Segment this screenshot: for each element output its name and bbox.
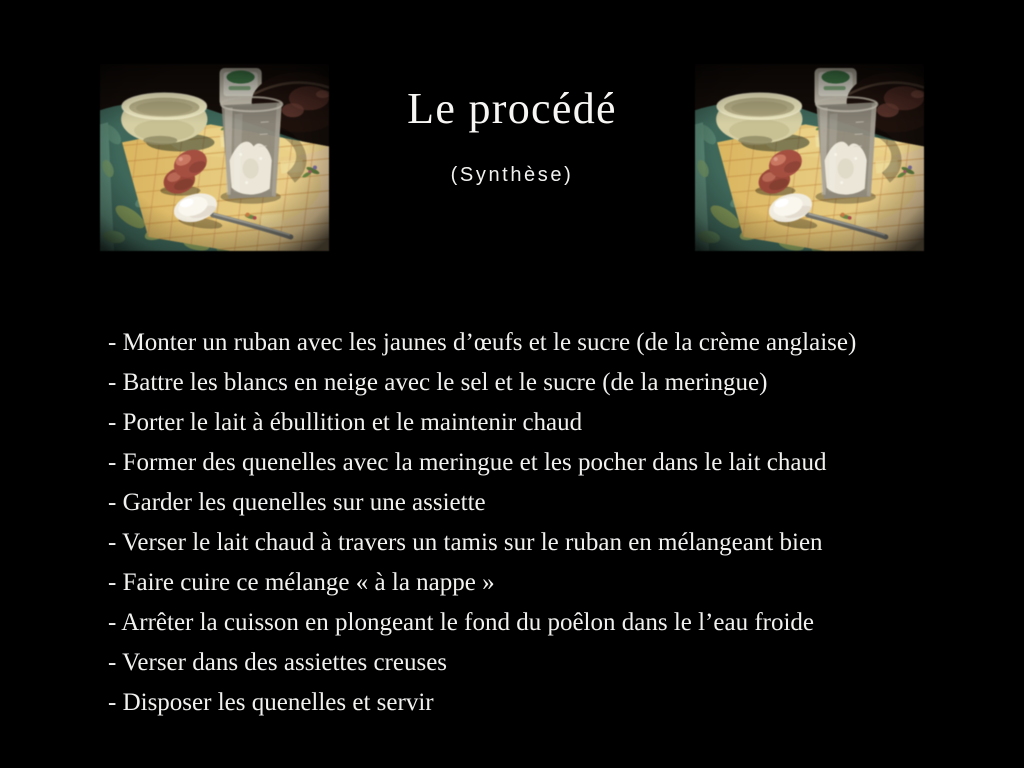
slide-title: Le procédé (407, 84, 617, 133)
slide-subtitle: (Synthèse) (450, 164, 574, 186)
procedure-step: - Arrêter la cuisson en plongeant le fond du poêlon dans le l’eau froide (108, 609, 815, 636)
procedure-step: - Faire cuire ce mélange « à la nappe » (108, 569, 495, 596)
procedure-step: - Verser le lait chaud à travers un tamis sur le ruban en mélangeant bien (108, 529, 823, 556)
procedure-step: - Former des quenelles avec la meringue et les pocher dans le lait chaud (108, 449, 827, 476)
procedure-step: - Verser dans des assiettes creuses (108, 649, 448, 676)
procedure-step: - Garder les quenelles sur une assiette (108, 489, 486, 516)
procedure-steps (108, 323, 856, 723)
procedure-step: - Battre les blancs en neige avec le sel et le sucre (de la meringue) (108, 369, 768, 396)
procedure-step: - Porter le lait à ébullition et le maintenir chaud (108, 409, 583, 436)
procedure-step: - Disposer les quenelles et servir (108, 689, 434, 716)
procedure-step: - Monter un ruban avec les jaunes d’œufs et le sucre (de la crème anglaise) (108, 329, 857, 356)
